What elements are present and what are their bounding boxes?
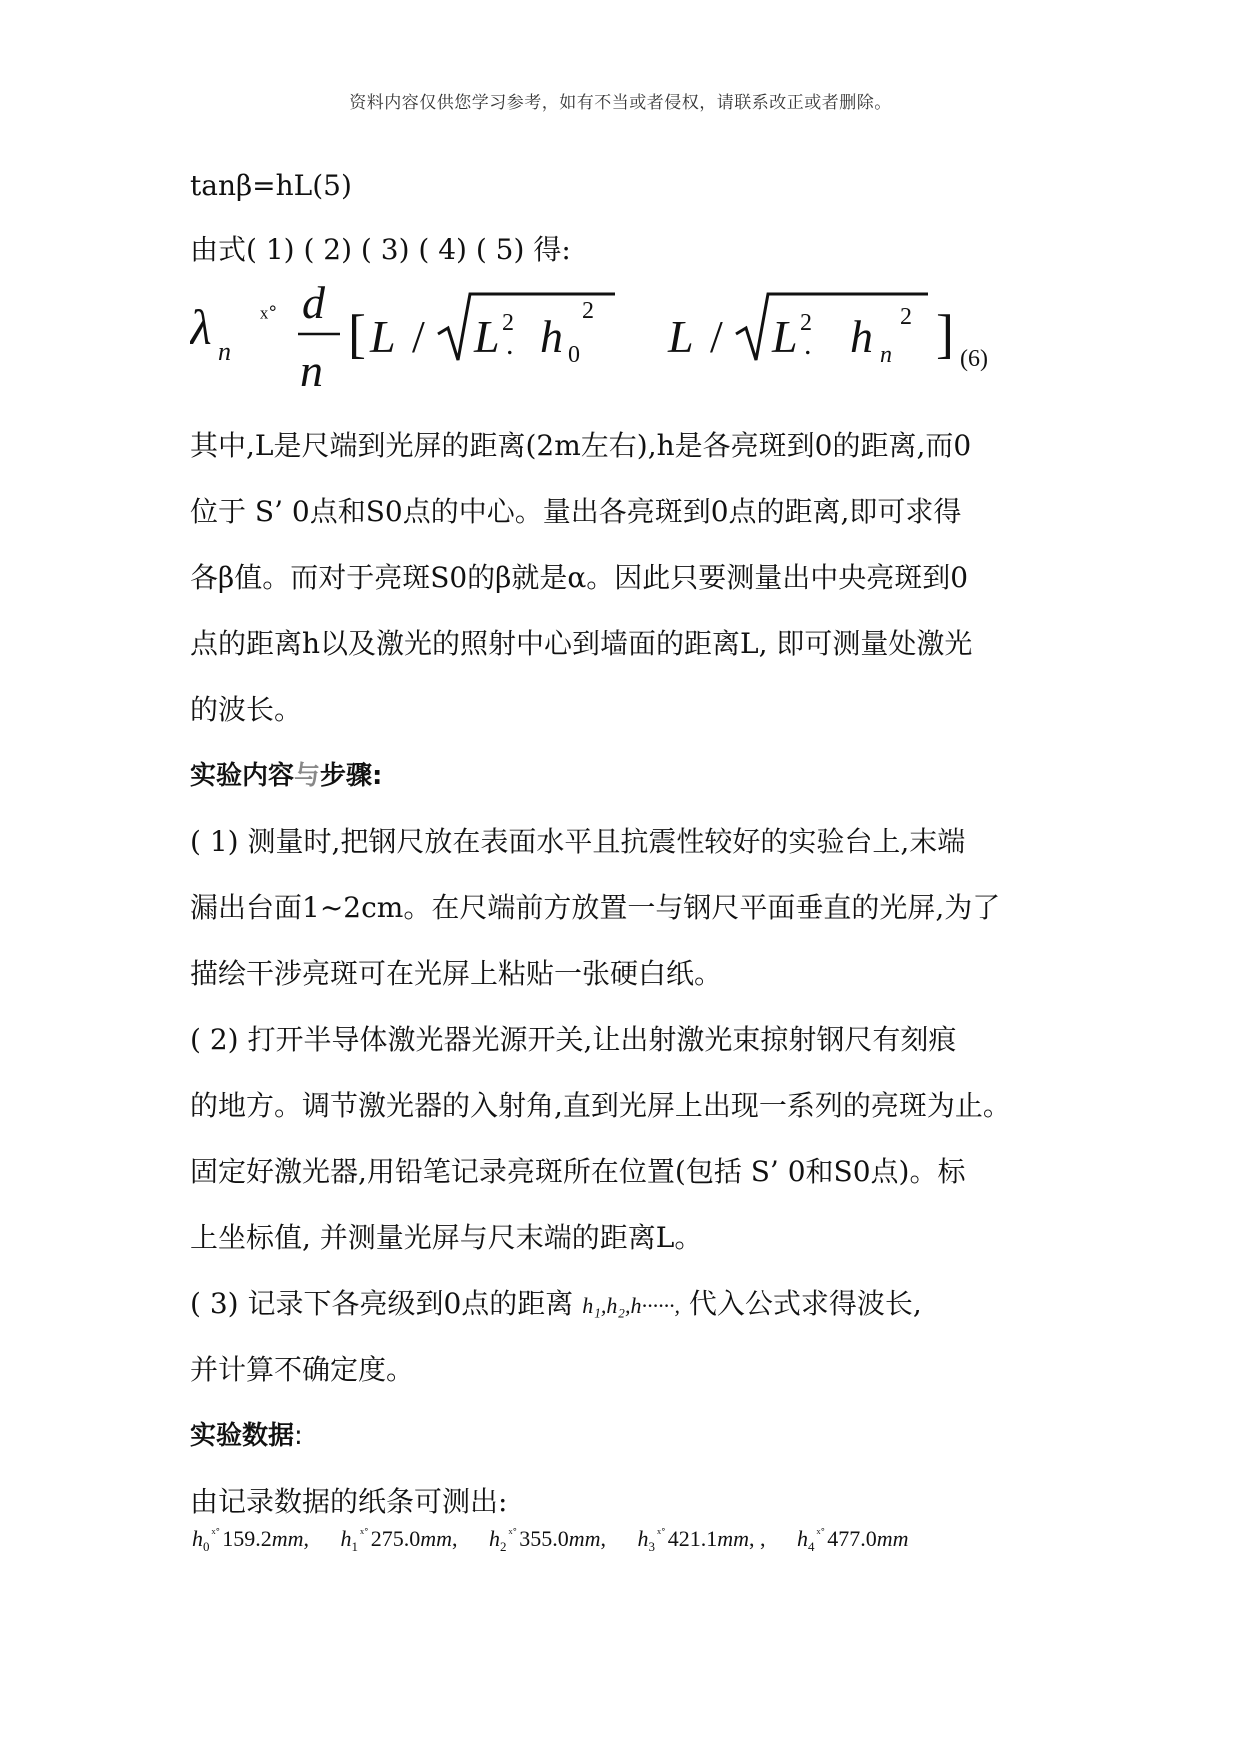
- step-2-line: ( 2) 打开半导体激光器光源开关,让出射激光束掠射钢尺有刻痕: [190, 1023, 957, 1056]
- paragraph-line: 点的距离h以及激光的照射中心到墙面的距离L, 即可测量处激光: [190, 627, 973, 660]
- formula-bracket-close: ]: [936, 304, 954, 364]
- formula-hn: h: [850, 311, 873, 362]
- formula-denominator-n: n: [300, 345, 323, 396]
- formula-L-first: L: [370, 311, 396, 362]
- step-1-line: ( 1) 测量时,把钢尺放在表面水平且抗震性较好的实验台上,末端: [190, 825, 966, 858]
- formula-approx-symbol: ˣ˚: [260, 302, 278, 333]
- measurement-list: [192, 1526, 935, 1555]
- measurement-h3: $h_3^{ˣ˚}421.1mm$, ,: [637, 1526, 766, 1554]
- step-1-line: 描绘干涉亮斑可在光屏上粘贴一张硬白纸。: [190, 957, 723, 990]
- measurement-h0: $h_0^{ˣ˚}159.2mm$,: [192, 1526, 309, 1554]
- paragraph-line: 其中,L是尺端到光屏的距离(2m左右),h是各亮斑到0的距离,而0: [190, 429, 972, 462]
- paragraph-line: 位于 S’ 0点和S0点的中心。量出各亮斑到0点的距离,即可求得: [190, 495, 962, 528]
- formula-equation-number: (6): [960, 346, 988, 372]
- heading-part: :: [294, 1421, 303, 1451]
- measurement-h4: $h_4^{ˣ˚}477.0mm$: [797, 1526, 909, 1554]
- formula-slash-first: /: [412, 311, 425, 362]
- step-3-text-end: 代入公式求得波长,: [688, 1287, 922, 1320]
- data-intro: 由记录数据的纸条可测出:: [190, 1485, 508, 1518]
- formula-bracket-open: [: [348, 304, 366, 364]
- formula-lambda-sub: n: [218, 337, 231, 366]
- measurement-h2: $h_2^{ˣ˚}355.0mm$,: [489, 1526, 606, 1554]
- heading-part: 实验数据: [190, 1421, 295, 1451]
- formula-hn-sup: 2: [900, 304, 912, 330]
- step-3-line: 并计算不确定度。: [190, 1353, 415, 1386]
- page-header-notice: 资料内容仅供您学习参考，如有不当或者侵权，请联系改正或者删除。: [349, 93, 892, 113]
- wavelength-formula: [190, 262, 1050, 412]
- step-2-line: 上坐标值, 并测量光屏与尺末端的距离L。: [190, 1221, 703, 1254]
- step-2-line: 固定好激光器,用铅笔记录亮斑所在位置(包括 S’ 0和S0点)。标: [190, 1155, 966, 1188]
- step-1-line: 漏出台面1~2cm。在尺端前方放置一与钢尺平面垂直的光屏,为了: [190, 891, 1001, 924]
- tan-beta-equation: tanβ=hL(5): [190, 169, 352, 202]
- step-3-text: ( 3) 记录下各亮级到0点的距离: [190, 1287, 574, 1320]
- measurement-h1: $h_1^{ˣ˚}275.0mm$,: [340, 1526, 458, 1554]
- paragraph-line: 各β值。而对于亮斑S0的β就是α。因此只要测量出中央亮斑到0: [190, 561, 969, 594]
- section-heading-data: [190, 1416, 303, 1456]
- formula-lambda: λ: [190, 299, 212, 355]
- section-heading-steps: [190, 756, 382, 796]
- formula-numerator-d: d: [302, 277, 325, 328]
- step-3-line: [190, 1284, 922, 1326]
- formula-L-squared-second: L: [772, 311, 798, 362]
- formula-L-squared-first: L: [474, 311, 500, 362]
- formula-dot-first: .: [506, 328, 514, 361]
- formula-slash-second: /: [710, 311, 723, 362]
- formula-sup-2-second: 2: [800, 310, 812, 336]
- heading-part: 与: [294, 761, 321, 791]
- formula-h0-sup: 2: [582, 298, 594, 324]
- formula-dot-second: .: [804, 328, 812, 361]
- formula-sup-2-first: 2: [502, 310, 514, 336]
- paragraph-line: 的波长。: [190, 693, 303, 726]
- step-2-line: 的地方。调节激光器的入射角,直到光屏上出现一系列的亮斑为止。: [190, 1089, 1011, 1122]
- formula-h0: h: [540, 311, 563, 362]
- heading-part: 步骤:: [320, 761, 383, 791]
- heading-part: 实验内容: [190, 761, 295, 791]
- derivation-intro: 由式( 1) ( 2) ( 3) ( 4) ( 5) 得:: [190, 233, 571, 266]
- step-3-h-list: h₁,h₂,h······,: [582, 1293, 680, 1318]
- formula-h0-sub: 0: [568, 342, 580, 368]
- formula-hn-sub: n: [880, 342, 892, 368]
- formula-L-second: L: [668, 311, 694, 362]
